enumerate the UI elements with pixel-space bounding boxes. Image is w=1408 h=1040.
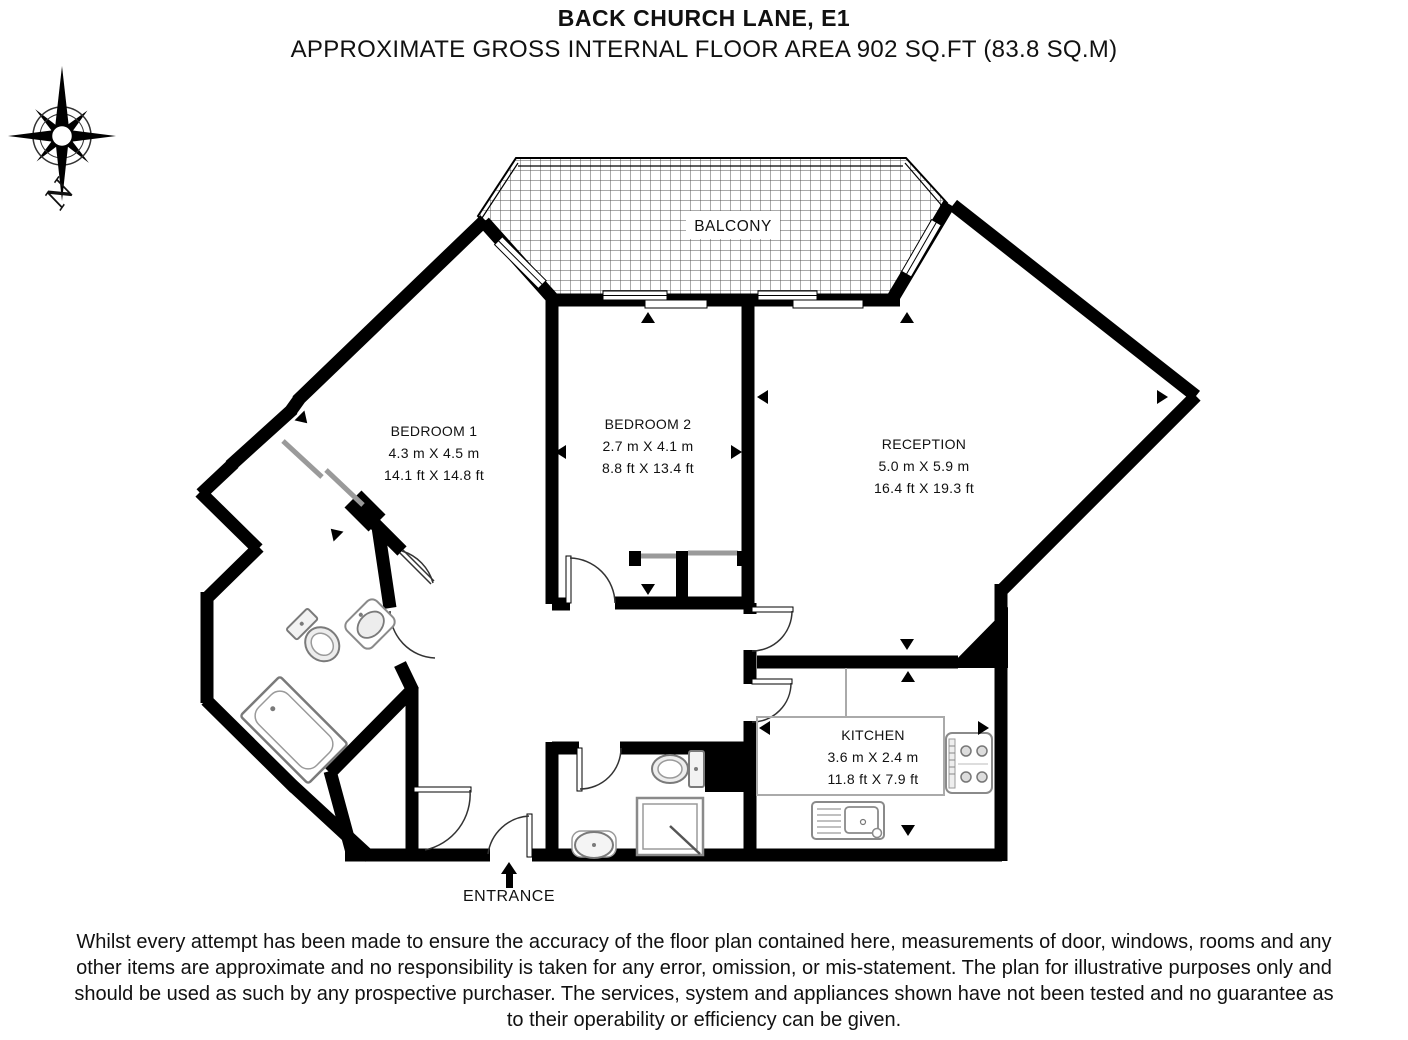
toilet-icon (652, 751, 704, 787)
entrance (463, 862, 555, 905)
disclaimer-line: other items are approximate and no responsibility is taken for any error, omission, or mis-statement. The plan for illustrative purposes only and (76, 957, 1332, 979)
compass-rose-icon (8, 66, 116, 216)
sink-icon (572, 831, 616, 858)
room-name: BEDROOM 1 (390, 423, 478, 439)
disclaimer-line: should be used as such by any prospective purchaser. The services, system and appliances shown have not been tested and no guarantee as (74, 983, 1334, 1005)
kitchen-sink-icon (812, 802, 884, 839)
disclaimer (74, 931, 1333, 1031)
compass-north-label: N (38, 173, 83, 216)
room-dim-metric: 5.0 m X 5.9 m (878, 458, 970, 474)
entrance-arrow-icon (501, 862, 517, 888)
kitchen-door-icon (752, 679, 792, 722)
reception-door-icon (752, 607, 793, 651)
shower-icon (637, 798, 703, 855)
room-dim-imperial: 8.8 ft X 13.4 ft (602, 460, 694, 476)
disclaimer-line: to their operability or efficiency can be given. (506, 1009, 902, 1031)
bedroom2-door-icon (566, 556, 615, 603)
room-label-reception (874, 436, 974, 496)
entrance-door-icon (488, 814, 532, 857)
room-dim-imperial: 11.8 ft X 7.9 ft (827, 771, 919, 787)
entrance-label: ENTRANCE (462, 888, 556, 905)
bathroom2-door-icon (577, 748, 621, 791)
bathroom-wall-stub (705, 748, 748, 792)
room-dim-metric: 4.3 m X 4.5 m (388, 445, 480, 461)
bathroom2-fixtures (572, 751, 704, 858)
room-label-bedroom1 (384, 423, 484, 483)
doors (390, 550, 793, 857)
page-subtitle: APPROXIMATE GROSS INTERNAL FLOOR AREA 902 SQ.FT (83.8 SQ.M) (290, 36, 1118, 63)
bedroom1-door-icon (400, 550, 434, 584)
balcony (478, 158, 947, 296)
hall-closet-door-icon (414, 787, 471, 850)
room-name: BEDROOM 2 (604, 416, 692, 432)
room-label-bedroom2 (602, 416, 694, 476)
room-dim-imperial: 16.4 ft X 19.3 ft (873, 480, 975, 496)
balcony-label: BALCONY (694, 218, 772, 235)
room-name: RECEPTION (881, 436, 967, 452)
room-label-kitchen (827, 727, 918, 787)
room-dim-metric: 3.6 m X 2.4 m (827, 749, 919, 765)
room-dim-imperial: 14.1 ft X 14.8 ft (383, 467, 485, 483)
disclaimer-line: Whilst every attempt has been made to ensure the accuracy of the floor plan contained here, measurements of door, windows, rooms and any (76, 931, 1332, 953)
header (291, 5, 1118, 63)
room-dim-metric: 2.7 m X 4.1 m (602, 438, 694, 454)
room-name: KITCHEN (841, 727, 905, 743)
toilet-icon (285, 607, 346, 668)
hob-icon (946, 733, 992, 793)
page-title: BACK CHURCH LANE, E1 (557, 5, 851, 31)
bathroom1-door-icon (390, 611, 435, 658)
